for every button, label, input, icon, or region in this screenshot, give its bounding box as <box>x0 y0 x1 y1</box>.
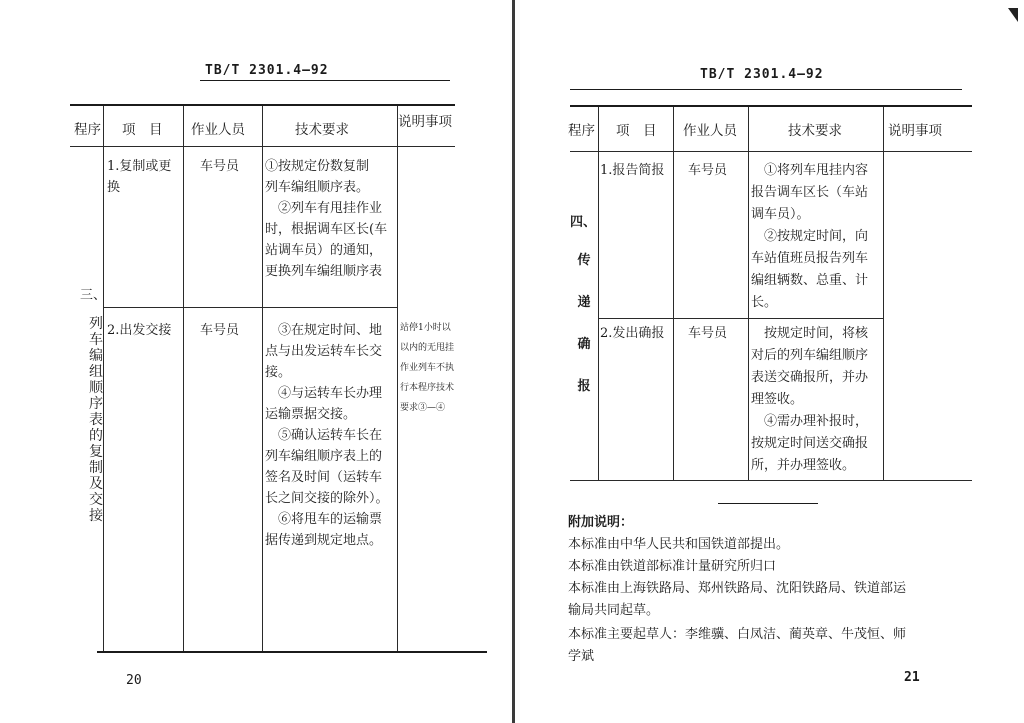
row2-note-line: 以内的无甩挂 <box>400 343 455 353</box>
col-divider <box>183 106 184 651</box>
row2-req-line: 长之间交接的除外）。 <box>265 491 389 506</box>
row1-item-line: 1.复制或更 <box>107 159 172 174</box>
row1-item-line: 换 <box>107 180 121 195</box>
row2-staff: 车号员 <box>200 323 240 338</box>
right-page <box>518 0 1024 723</box>
header-underline <box>570 89 962 90</box>
appendix-line: 本标准由铁道部标准计量研究所归口 <box>568 559 777 574</box>
row2-req-line: 接。 <box>265 365 292 380</box>
row2-req-line: ④与运转车长办理 <box>265 386 383 401</box>
col-divider <box>883 107 884 480</box>
row-divider <box>598 318 883 319</box>
appendix-line: 本标准由上海铁路局、郑州铁路局、沈阳铁路局、铁道部运 <box>568 581 907 596</box>
col-header-staff: 作业人员 <box>683 123 737 139</box>
col-header-item: 项 目 <box>616 123 657 139</box>
row2-req-line: ⑥将甩车的运输票 <box>265 512 383 527</box>
col-header-staff: 作业人员 <box>191 122 245 138</box>
appendix-line: 学斌 <box>568 649 595 664</box>
row2-req-line: 表送交确报所，并办 <box>751 370 869 385</box>
row2-item: 2.发出确报 <box>600 326 665 341</box>
section-title: 传递确报 <box>577 253 591 394</box>
appendix-title: 附加说明： <box>568 515 634 530</box>
appendix-line: 本标准主要起草人：李维骥、白凤洁、蔺英章、牛茂恒、师 <box>568 627 907 642</box>
book-spine <box>512 0 515 723</box>
row2-note-line: 站停1小时以 <box>400 323 451 333</box>
col-header-notes: 说明事项 <box>398 114 452 130</box>
row2-req-line: ⑤确认运转车长在 <box>265 428 383 443</box>
row2-req-line: 据传递到规定地点。 <box>265 533 383 548</box>
header-bottom-line <box>570 151 972 152</box>
col-header-procedure: 程序 <box>568 123 595 139</box>
row2-note-line: 要求③—④ <box>400 403 446 413</box>
col-header-item: 项 目 <box>122 122 163 138</box>
row1-req-line: 编组辆数、总重、计 <box>751 273 869 288</box>
row1-req-line: 长。 <box>751 295 778 310</box>
row2-req-line: 列车编组顺序表上的 <box>265 449 383 464</box>
row1-req-line: ①将列车甩挂内容 <box>751 163 869 178</box>
row2-req-line: 按规定时间送交确报 <box>751 436 869 451</box>
row2-req-line: ③在规定时间、地 <box>265 323 383 338</box>
row1-req-line: ①按规定份数复制 <box>265 159 370 174</box>
section-title: 列车编组顺序表的复制及交接 <box>89 316 103 524</box>
appendix-line: 输局共同起草。 <box>568 603 660 618</box>
header-underline <box>200 80 450 81</box>
table-top-rule <box>570 105 972 107</box>
row1-req-line: ②按规定时间，向 <box>751 229 869 244</box>
row1-req-line: 车站值班员报告列车 <box>751 251 869 266</box>
col-divider <box>598 107 599 480</box>
right-header: TB/T 2301.4—92 <box>700 67 824 82</box>
col-divider <box>748 107 749 480</box>
section-number: 四、 <box>570 215 597 230</box>
row2-note-line: 行本程序技术 <box>400 383 455 393</box>
left-header: TB/T 2301.4—92 <box>205 63 329 78</box>
col-divider <box>397 106 398 651</box>
row1-staff: 车号员 <box>200 159 240 174</box>
corner-mark <box>1008 8 1018 22</box>
row1-req-line: ②列车有甩挂作业 <box>265 201 383 216</box>
row1-req-line: 站调车员）的通知， <box>265 243 383 258</box>
row2-req-line: 理签收。 <box>751 392 804 407</box>
col-header-notes: 说明事项 <box>888 123 942 139</box>
row1-req-line: 时，根据调车区长(车 <box>265 222 388 237</box>
appendix-separator <box>718 503 818 504</box>
col-header-requirements: 技术要求 <box>295 122 349 138</box>
row2-note-line: 作业列车不执 <box>400 363 455 373</box>
row2-req-line: 签名及时间（运转车 <box>265 470 383 485</box>
row2-req-line: 运输票据交接。 <box>265 407 357 422</box>
row2-req-line: 对后的列车编组顺序 <box>751 348 869 363</box>
col-header-procedure: 程序 <box>74 122 101 138</box>
table-bottom-rule <box>97 651 487 653</box>
section-number: 三、 <box>80 288 107 303</box>
appendix-line: 本标准由中华人民共和国铁道部提出。 <box>568 537 790 552</box>
row2-item: 2.出发交接 <box>107 323 172 338</box>
col-header-requirements: 技术要求 <box>788 123 842 139</box>
table-bottom-line <box>570 480 972 481</box>
row2-req-line: 点与出发运转车长交 <box>265 344 383 359</box>
left-page <box>0 0 500 723</box>
row-divider <box>103 307 397 308</box>
col-divider <box>673 107 674 480</box>
row1-req-line: 报告调车区长（车站 <box>751 185 869 200</box>
row1-req-line: 更换列车编组顺序表 <box>265 264 383 279</box>
row1-req-line: 调车员）。 <box>751 207 810 222</box>
row2-req-line: 所，并办理签收。 <box>751 458 856 473</box>
left-page-number: 20 <box>126 673 142 688</box>
row2-req-line: ④需办理补报时， <box>751 414 869 429</box>
row1-item: 1.报告简报 <box>600 163 665 178</box>
row2-req-line: 按规定时间，将核 <box>751 326 869 341</box>
right-page-number: 21 <box>904 670 920 685</box>
row1-staff: 车号员 <box>688 163 728 178</box>
row1-req-line: 列车编组顺序表。 <box>265 180 370 195</box>
row2-staff: 车号员 <box>688 326 728 341</box>
col-divider <box>262 106 263 651</box>
